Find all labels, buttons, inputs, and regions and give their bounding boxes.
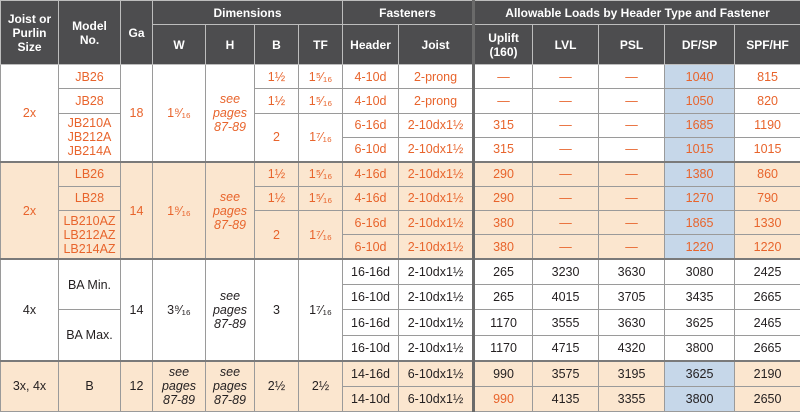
spfhf-value: 1015 xyxy=(735,138,800,162)
dim-tf: 1⁷⁄₁₆ xyxy=(299,211,343,260)
uplift-value: 990 xyxy=(474,386,533,411)
joist-fastener: 2-prong xyxy=(399,65,474,89)
dfsp-value: 1050 xyxy=(665,89,735,113)
dim-tf: 1⁵⁄₁₆ xyxy=(299,65,343,89)
col-fasteners: Fasteners xyxy=(343,1,474,25)
header-fastener: 4-10d xyxy=(343,89,399,113)
dim-b: 2 xyxy=(255,211,299,260)
dim-w: 1⁹⁄₁₆ xyxy=(153,162,206,259)
joist-fastener: 2-10dx1½ xyxy=(399,335,474,360)
uplift-value: 315 xyxy=(474,138,533,162)
lvl-value: 4015 xyxy=(533,285,599,310)
dim-h: see pages 87-89 xyxy=(206,65,255,162)
table-row xyxy=(1,65,800,89)
col-uplift: Uplift (160) xyxy=(474,25,533,65)
dim-h: see pages 87-89 xyxy=(206,361,255,412)
uplift-value: 380 xyxy=(474,235,533,259)
dfsp-value: 3435 xyxy=(665,285,735,310)
model-no: JB210A xyxy=(67,116,112,131)
dim-b: 3 xyxy=(255,259,299,360)
table-row xyxy=(1,186,800,210)
col-joist-size: Joist or Purlin Size xyxy=(1,1,59,65)
header-fastener: 16-16d xyxy=(343,310,399,335)
psl-value: — xyxy=(599,162,665,186)
model-no-group xyxy=(59,211,121,260)
uplift-value: 290 xyxy=(474,162,533,186)
model-no: B xyxy=(59,361,121,412)
model-no: LB212AZ xyxy=(63,227,116,242)
header-fastener: 16-16d xyxy=(343,259,399,284)
joist-fastener: 2-10dx1½ xyxy=(399,138,474,162)
dim-b: 1½ xyxy=(255,89,299,113)
dfsp-value: 3625 xyxy=(665,361,735,386)
gauge: 14 xyxy=(121,259,153,360)
col-w: W xyxy=(153,25,206,65)
dim-w: 1⁹⁄₁₆ xyxy=(153,65,206,162)
dfsp-value: 1015 xyxy=(665,138,735,162)
gauge: 12 xyxy=(121,361,153,412)
dfsp-value: 1380 xyxy=(665,162,735,186)
lvl-value: — xyxy=(533,65,599,89)
model-no: LB28 xyxy=(59,186,121,210)
joist-fastener: 2-prong xyxy=(399,89,474,113)
spfhf-value: 2190 xyxy=(735,361,800,386)
psl-value: — xyxy=(599,65,665,89)
uplift-value: 290 xyxy=(474,186,533,210)
joist-size: 2x xyxy=(1,162,59,259)
dim-tf: 1⁵⁄₁₆ xyxy=(299,162,343,186)
uplift-value: — xyxy=(474,65,533,89)
uplift-value: 380 xyxy=(474,211,533,235)
uplift-value: — xyxy=(474,89,533,113)
joist-fastener: 2-10dx1½ xyxy=(399,285,474,310)
dim-b: 1½ xyxy=(255,162,299,186)
dim-w: see pages 87-89 xyxy=(153,361,206,412)
model-no: LB214AZ xyxy=(63,241,116,256)
joist-fastener: 2-10dx1½ xyxy=(399,310,474,335)
uplift-value: 1170 xyxy=(474,335,533,360)
dim-tf: 1⁷⁄₁₆ xyxy=(299,259,343,360)
joist-fastener: 6-10dx1½ xyxy=(399,361,474,386)
dim-w: 3⁹⁄₁₆ xyxy=(153,259,206,360)
psl-value: 3355 xyxy=(599,386,665,411)
joist-size: 2x xyxy=(1,65,59,162)
col-joist: Joist xyxy=(399,25,474,65)
header-fastener: 6-10d xyxy=(343,138,399,162)
model-no: BA Min. xyxy=(59,259,121,310)
header-fastener: 6-16d xyxy=(343,113,399,137)
col-lvl: LVL xyxy=(533,25,599,65)
col-spfhf: SPF/HF xyxy=(735,25,800,65)
lvl-value: 3575 xyxy=(533,361,599,386)
table-row xyxy=(1,89,800,113)
uplift-value: 1170 xyxy=(474,310,533,335)
psl-value: — xyxy=(599,235,665,259)
header-fastener: 4-16d xyxy=(343,186,399,210)
lvl-value: — xyxy=(533,89,599,113)
dim-h: see pages 87-89 xyxy=(206,162,255,259)
lvl-value: — xyxy=(533,235,599,259)
col-h: H xyxy=(206,25,255,65)
dfsp-value: 1040 xyxy=(665,65,735,89)
psl-value: 3630 xyxy=(599,310,665,335)
dim-tf: 2½ xyxy=(299,361,343,412)
lvl-value: — xyxy=(533,162,599,186)
dim-b: 1½ xyxy=(255,186,299,210)
psl-value: 4320 xyxy=(599,335,665,360)
table-row xyxy=(1,259,800,284)
joist-fastener: 2-10dx1½ xyxy=(399,259,474,284)
dim-b: 2 xyxy=(255,113,299,162)
header-fastener: 4-10d xyxy=(343,65,399,89)
uplift-value: 990 xyxy=(474,361,533,386)
lvl-value: 4715 xyxy=(533,335,599,360)
spfhf-value: 1220 xyxy=(735,235,800,259)
table-row xyxy=(1,162,800,186)
uplift-value: 265 xyxy=(474,285,533,310)
spfhf-value: 2665 xyxy=(735,335,800,360)
model-no: BA Max. xyxy=(59,310,121,361)
psl-value: 3630 xyxy=(599,259,665,284)
table-row xyxy=(1,310,800,335)
dfsp-value: 3080 xyxy=(665,259,735,284)
dim-h: see pages 87-89 xyxy=(206,259,255,360)
spfhf-value: 790 xyxy=(735,186,800,210)
header-fastener: 14-16d xyxy=(343,361,399,386)
joist-fastener: 2-10dx1½ xyxy=(399,113,474,137)
dfsp-value: 1865 xyxy=(665,211,735,235)
header-fastener: 14-10d xyxy=(343,386,399,411)
psl-value: — xyxy=(599,89,665,113)
model-no-group xyxy=(59,113,121,162)
model-no: JB28 xyxy=(59,89,121,113)
model-no: LB210AZ xyxy=(63,213,116,228)
psl-value: 3705 xyxy=(599,285,665,310)
dim-tf: 1⁵⁄₁₆ xyxy=(299,89,343,113)
joist-fastener: 2-10dx1½ xyxy=(399,235,474,259)
spfhf-value: 2425 xyxy=(735,259,800,284)
lvl-value: — xyxy=(533,113,599,137)
col-model: Model No. xyxy=(59,1,121,65)
joist-fastener: 2-10dx1½ xyxy=(399,162,474,186)
header-fastener: 6-16d xyxy=(343,211,399,235)
uplift-value: 315 xyxy=(474,113,533,137)
lvl-value: 4135 xyxy=(533,386,599,411)
psl-value: — xyxy=(599,113,665,137)
header-fastener: 16-10d xyxy=(343,285,399,310)
col-b: B xyxy=(255,25,299,65)
joist-fastener: 2-10dx1½ xyxy=(399,186,474,210)
table-row xyxy=(1,361,800,386)
header-fastener: 4-16d xyxy=(343,162,399,186)
table-row xyxy=(1,211,800,235)
model-no: LB26 xyxy=(59,162,121,186)
header-fastener: 16-10d xyxy=(343,335,399,360)
dfsp-value: 3625 xyxy=(665,310,735,335)
model-no: JB212A xyxy=(67,130,112,145)
dfsp-value: 1220 xyxy=(665,235,735,259)
gauge: 18 xyxy=(121,65,153,162)
dim-b: 2½ xyxy=(255,361,299,412)
header-fastener: 6-10d xyxy=(343,235,399,259)
lvl-value: — xyxy=(533,211,599,235)
spfhf-value: 2665 xyxy=(735,285,800,310)
psl-value: 3195 xyxy=(599,361,665,386)
col-tf: TF xyxy=(299,25,343,65)
lvl-value: 3555 xyxy=(533,310,599,335)
dfsp-value: 3800 xyxy=(665,335,735,360)
dfsp-value: 1685 xyxy=(665,113,735,137)
psl-value: — xyxy=(599,186,665,210)
model-no: JB26 xyxy=(59,65,121,89)
dim-tf: 1⁷⁄₁₆ xyxy=(299,113,343,162)
col-allowable-loads: Allowable Loads by Header Type and Fastener xyxy=(474,1,800,25)
col-psl: PSL xyxy=(599,25,665,65)
col-dfsp: DF/SP xyxy=(665,25,735,65)
spfhf-value: 815 xyxy=(735,65,800,89)
joist-fastener: 2-10dx1½ xyxy=(399,211,474,235)
spfhf-value: 2465 xyxy=(735,310,800,335)
spfhf-value: 1330 xyxy=(735,211,800,235)
lvl-value: 3230 xyxy=(533,259,599,284)
dfsp-value: 1270 xyxy=(665,186,735,210)
spfhf-value: 820 xyxy=(735,89,800,113)
dim-b: 1½ xyxy=(255,65,299,89)
psl-value: — xyxy=(599,138,665,162)
dfsp-value: 3800 xyxy=(665,386,735,411)
table-row xyxy=(1,113,800,137)
col-header: Header xyxy=(343,25,399,65)
col-ga: Ga xyxy=(121,1,153,65)
lvl-value: — xyxy=(533,138,599,162)
uplift-value: 265 xyxy=(474,259,533,284)
col-dimensions: Dimensions xyxy=(153,1,343,25)
dim-tf: 1⁵⁄₁₆ xyxy=(299,186,343,210)
model-no: JB214A xyxy=(67,144,112,159)
joist-fastener: 6-10dx1½ xyxy=(399,386,474,411)
gauge: 14 xyxy=(121,162,153,259)
spfhf-value: 2650 xyxy=(735,386,800,411)
joist-size: 4x xyxy=(1,259,59,360)
psl-value: — xyxy=(599,211,665,235)
joist-size: 3x, 4x xyxy=(1,361,59,412)
spfhf-value: 860 xyxy=(735,162,800,186)
lvl-value: — xyxy=(533,186,599,210)
spfhf-value: 1190 xyxy=(735,113,800,137)
